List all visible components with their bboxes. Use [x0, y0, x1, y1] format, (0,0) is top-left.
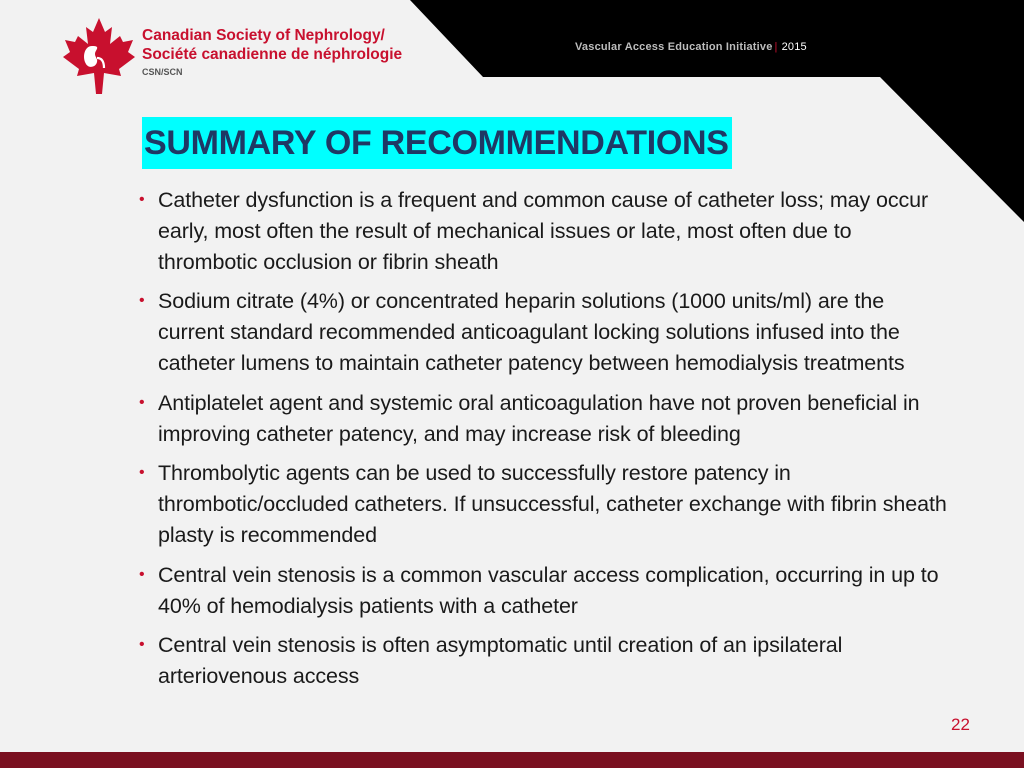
logo-line-english: Canadian Society of Nephrology/	[142, 27, 385, 44]
initiative-banner	[575, 41, 807, 53]
csn-logo	[62, 16, 422, 100]
list-item	[138, 630, 948, 692]
banner-separator: |	[774, 41, 778, 53]
banner-year: 2015	[781, 41, 807, 53]
bullet-text: Central vein stenosis is often asymptomatic until creation of an ipsilateral arteriovenous access	[158, 633, 843, 689]
bullet-text: Central vein stenosis is a common vascular access complication, occurring in up to 40% of hemodialysis patients with a catheter	[158, 562, 939, 618]
maple-leaf-kidney-icon	[62, 16, 136, 96]
bullet-icon: •	[139, 292, 145, 310]
logo-abbreviation: CSN/SCN	[142, 67, 183, 77]
bullet-text: Sodium citrate (4%) or concentrated heparin solutions (1000 units/ml) are the current standard recommended anticoagulant locking solutions infused into the catheter lumens to maintain catheter patency between hemodialysis treatments	[158, 289, 905, 375]
bullet-icon: •	[139, 191, 145, 208]
bullet-icon: •	[139, 464, 145, 482]
bullet-icon: •	[139, 393, 145, 411]
initiative-name: Vascular Access Education Initiative	[575, 41, 773, 53]
logo-text	[142, 26, 402, 79]
list-item	[138, 388, 948, 450]
bullet-text: Antiplatelet agent and systemic oral anticoagulation have not proven beneficial in improving catheter patency, and may increase risk of bleeding	[158, 390, 920, 446]
page-number: 22	[951, 715, 970, 734]
list-item	[138, 560, 948, 622]
bullet-text: Catheter dysfunction is a frequent and common cause of catheter loss; may occur early, most often the result of mechanical issues or late, most often due to thrombotic occlusion or fibrin sheath	[158, 188, 929, 274]
recommendations-list	[138, 185, 948, 701]
list-item	[138, 185, 948, 277]
slide-title: SUMMARY OF RECOMMENDATIONS	[142, 117, 732, 169]
list-item	[138, 458, 948, 550]
list-item	[138, 286, 948, 378]
logo-line-french: Société canadienne de néphrologie	[142, 46, 403, 63]
bullet-text: Thrombolytic agents can be used to successfully restore patency in thrombotic/occluded catheters. If unsuccessful, catheter exchange with fibrin sheath plasty is recommended	[158, 461, 947, 547]
bullet-icon: •	[139, 636, 145, 654]
bullet-icon: •	[139, 565, 145, 583]
footer-bar	[0, 752, 1024, 768]
